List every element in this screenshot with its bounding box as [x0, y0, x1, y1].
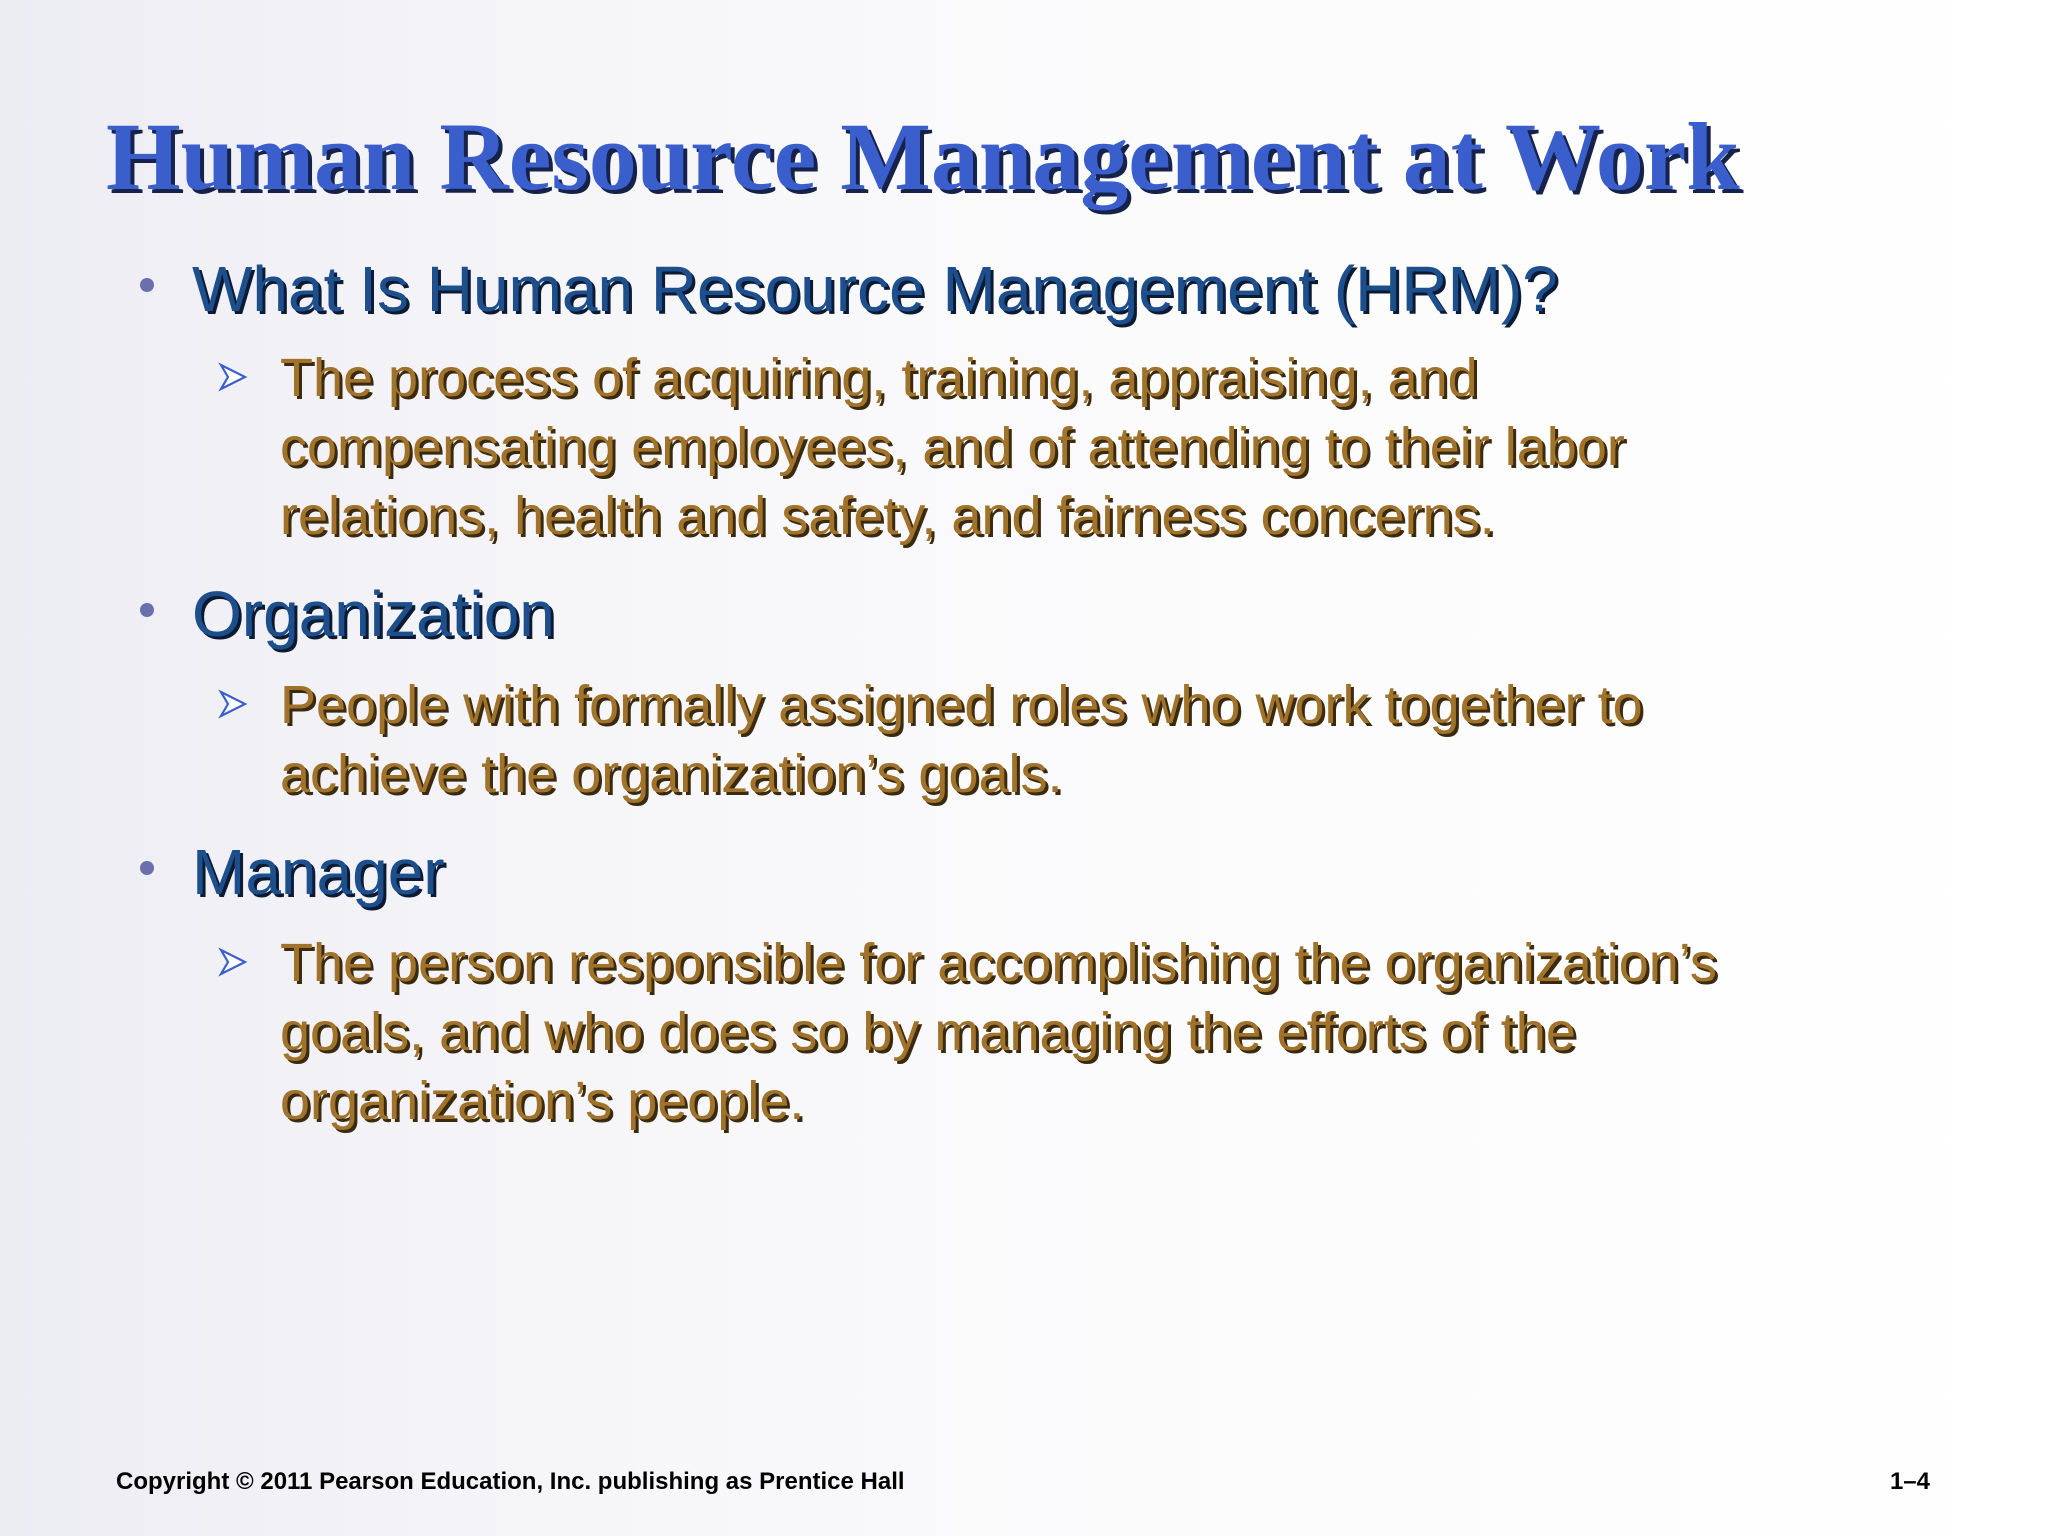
definition-line: People with formally assigned roles who work together to	[280, 675, 1643, 735]
definition-line: organization’s people.	[280, 1071, 805, 1131]
arrow-right-icon	[218, 362, 248, 392]
bullet-dot-icon	[140, 861, 154, 875]
bullet-group-hrm	[140, 250, 1940, 551]
definition-line: The person responsible for accomplishing the organization’s	[280, 933, 1717, 993]
bullet-term: Organization	[192, 578, 555, 650]
definition-line: goals, and who does so by managing the efforts of the	[280, 1002, 1576, 1062]
bullet-group-organization	[140, 575, 1940, 809]
bullet-dot-icon	[140, 603, 154, 617]
definition-line: relations, health and safety, and fairness concerns.	[280, 486, 1495, 546]
sub-bullet-hrm-definition	[280, 344, 1940, 551]
sub-bullet-manager-definition	[280, 929, 1940, 1136]
arrow-right-icon	[218, 947, 248, 977]
page-number: 1–4	[1889, 1468, 1930, 1495]
definition-line: compensating employees, and of attending to their labor	[280, 417, 1625, 477]
copyright-footer: Copyright © 2011 Pearson Education, Inc. publishing as Prentice Hall	[116, 1468, 905, 1495]
bullet-term: Manager	[192, 836, 445, 908]
slide-title: Human Resource Management at Work	[106, 103, 1740, 210]
bullet-term: What Is Human Resource Management (HRM)?	[192, 253, 1558, 325]
bullet-item-organization	[140, 575, 1940, 653]
definition-line: achieve the organization’s goals.	[280, 744, 1063, 804]
arrow-right-icon	[218, 689, 248, 719]
bullet-item-hrm	[140, 250, 1940, 328]
bullet-item-manager	[140, 833, 1940, 911]
slide-content	[140, 250, 1940, 1136]
definition-line: The process of acquiring, training, appraising, and	[280, 348, 1478, 408]
bullet-dot-icon	[140, 278, 154, 292]
sub-bullet-organization-definition	[280, 671, 1940, 809]
bullet-group-manager	[140, 833, 1940, 1136]
